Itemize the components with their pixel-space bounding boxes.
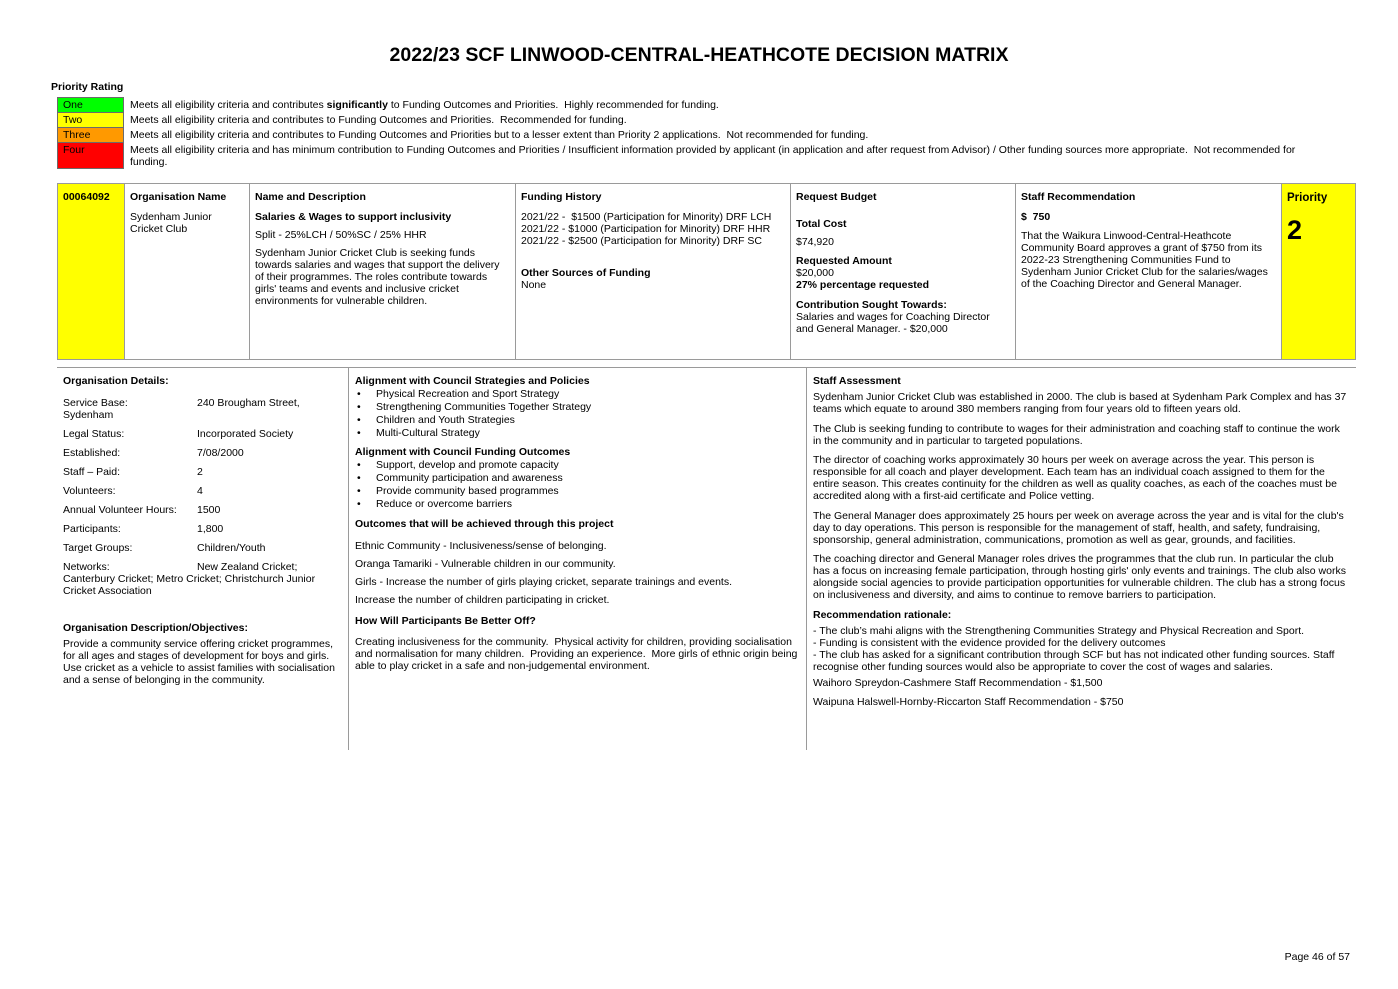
- project-split: Split - 25%LCH / 50%SC / 25% HHR: [255, 229, 427, 241]
- organisation-description: [63, 622, 341, 686]
- list-item-text: Strengthening Communities Together Strategy: [376, 401, 592, 413]
- request-budget-header: Request Budget: [796, 191, 877, 203]
- list-item: [355, 388, 798, 401]
- other-sources-label: Other Sources of Funding: [521, 267, 651, 279]
- priority-description: Meets all eligibility criteria and contributes to Funding Outcomes and Priorities but to a lesser extent than Priority 2 applications. Not recommended for funding.: [130, 128, 869, 141]
- organisation-name-cell: [125, 184, 250, 359]
- contribution-label: Contribution Sought Towards:: [796, 299, 947, 311]
- application-id-cell: [58, 184, 125, 359]
- bullet-icon: [357, 401, 361, 414]
- organisation-description-text: Provide a community service offering cricket programmes, for all ages and stages of development for boys and girls. Use cricket as a vehicle to assist families with socialisation and a sense of belonging in the community.: [63, 638, 335, 686]
- priority-level-one: [57, 97, 1317, 112]
- priority-swatch: [57, 97, 124, 112]
- total-cost-value: $74,920: [796, 236, 834, 248]
- page-title: 2022/23 SCF LINWOOD-CENTRAL-HEATHCOTE DECISION MATRIX: [389, 44, 1009, 66]
- staff-assessment-heading: Staff Assessment: [813, 375, 901, 387]
- priority-description-emphasis: significantly: [326, 98, 388, 111]
- funding-history-item: 2021/22 - $1000 (Participation for Minority) DRF HHR: [521, 223, 771, 235]
- detail-label: Volunteers:: [63, 485, 116, 497]
- bullet-icon: [357, 459, 361, 472]
- project-description: Sydenham Junior Cricket Club is seeking funds towards salaries and wages that support the delivery of their programmes. The roles contribute towards girls' teams and events and inclusive cricket environments for vulnerable children.: [255, 247, 500, 307]
- project-outcome: Ethnic Community - Inclusiveness/sense of belonging.: [355, 540, 607, 552]
- funding-history-list: [521, 211, 785, 247]
- assessment-paragraph: The General Manager does approximately 25 hours per week on average across the year and is vital for the club's day to day operations. This person is responsible for the management of staff, health, and safety, fundraising, sponsorship, general administration, communications, promotion as well as gear, grounds, and facilities.: [813, 509, 1344, 546]
- priority-level-two: [57, 112, 1317, 127]
- list-item: [355, 414, 798, 427]
- rationale-item: - Funding is consistent with the evidence provided for the delivery outcomes: [813, 636, 1166, 649]
- column-divider: [348, 367, 349, 750]
- recommended-amount: $ 750: [1021, 211, 1051, 223]
- project-outcome: Oranga Tamariki - Vulnerable children in our community.: [355, 558, 616, 570]
- detail-value: 7/08/2000: [197, 447, 244, 459]
- staff-recommendation-header: Staff Recommendation: [1021, 191, 1136, 203]
- organisation-name-header: Organisation Name: [130, 191, 227, 203]
- priority-label: One: [63, 98, 83, 111]
- request-budget-cell: [791, 184, 1016, 359]
- detail-legal-status: [63, 428, 323, 440]
- application-id: 00064092: [63, 191, 110, 203]
- detail-volunteer-hours: [63, 504, 323, 516]
- detail-target-groups: [63, 542, 323, 554]
- list-item-text: Reduce or overcome barriers: [376, 498, 512, 510]
- list-item-text: Multi-Cultural Strategy: [376, 427, 480, 439]
- organisation-details-heading: Organisation Details:: [63, 375, 169, 387]
- detail-value: 240 Brougham Street, Sydenham: [63, 397, 300, 421]
- bullet-icon: [357, 414, 361, 427]
- list-item-text: Support, develop and promote capacity: [376, 459, 559, 471]
- priority-rating-legend: [57, 97, 1317, 169]
- project-outcome: Girls - Increase the number of girls playing cricket, separate trainings and events.: [355, 576, 733, 588]
- contribution-value: Salaries and wages for Coaching Director and General Manager. - $20,000: [796, 311, 990, 335]
- organisation-details: [63, 375, 323, 604]
- detail-value: Children/Youth: [197, 542, 266, 554]
- priority-swatch: [57, 127, 124, 142]
- detail-value: New Zealand Cricket; Canterbury Cricket; Metro Cricket; Christchurch Junior Cricket Association: [63, 561, 316, 597]
- funding-outcomes-list: [355, 459, 798, 511]
- detail-label: Staff – Paid:: [63, 466, 121, 478]
- funding-history-cell: [516, 184, 791, 359]
- detail-staff-paid: [63, 466, 323, 478]
- priority-cell: [1282, 184, 1355, 359]
- list-item: [355, 401, 798, 414]
- bullet-icon: [357, 485, 361, 498]
- detail-established: [63, 447, 323, 459]
- detail-label: Networks:: [63, 561, 110, 573]
- priority-description: [130, 97, 1315, 112]
- list-item-text: Children and Youth Strategies: [376, 414, 515, 426]
- priority-header: Priority: [1287, 192, 1328, 204]
- total-cost-label: Total Cost: [796, 218, 847, 230]
- list-item: [355, 498, 798, 511]
- detail-service-base: [63, 397, 323, 421]
- detail-value: 1,800: [197, 523, 224, 535]
- bullet-icon: [357, 388, 361, 401]
- bullet-icon: [357, 498, 361, 511]
- list-item: [355, 485, 798, 498]
- column-divider: [806, 367, 807, 750]
- organisation-name: Sydenham Junior Cricket Club: [130, 211, 212, 235]
- priority-swatch: [57, 142, 124, 169]
- project-outcomes-heading: Outcomes that will be achieved through this project: [355, 518, 614, 530]
- other-board-recommendation: Waihoro Spreydon-Cashmere Staff Recommendation - $1,500: [813, 676, 1103, 689]
- better-off-heading: How Will Participants Be Better Off?: [355, 615, 536, 627]
- detail-value: 1500: [197, 504, 221, 516]
- detail-label: Target Groups:: [63, 542, 133, 554]
- strategies-list: [355, 388, 798, 440]
- project-cell: [250, 184, 516, 359]
- priority-swatch: [57, 112, 124, 127]
- detail-label: Established:: [63, 447, 121, 459]
- requested-amount-value: $20,000: [796, 267, 834, 279]
- rationale-item: - The club has asked for a significant contribution through SCF but has not indicated other funding sources. Staff recognise other funding sources would also be appropriate to cover the cost of wages and salaries.: [813, 648, 1335, 673]
- detail-label: Annual Volunteer Hours:: [63, 504, 177, 516]
- rationale-list: [813, 625, 1349, 673]
- assessment-paragraph: The Club is seeking funding to contribute to wages for their administration and coaching staff to continue the work in the community and in particular to targeted populations.: [813, 422, 1340, 447]
- priority-description-start: Meets all eligibility criteria and contributes: [130, 98, 327, 111]
- project-outcome: Increase the number of children participating in cricket.: [355, 594, 610, 606]
- priority-value: 2: [1287, 215, 1303, 245]
- funding-history-item: 2021/22 - $2500 (Participation for Minority) DRF SC: [521, 235, 763, 247]
- bullet-icon: [357, 472, 361, 485]
- detail-value: 4: [197, 485, 203, 497]
- priority-description: Meets all eligibility criteria and contributes to Funding Outcomes and Priorities. Recommended for funding.: [130, 113, 627, 126]
- strategies-heading: Alignment with Council Strategies and Policies: [355, 375, 590, 387]
- bullet-icon: [357, 427, 361, 440]
- staff-assessment: [813, 375, 1349, 716]
- list-item: [355, 472, 798, 485]
- priority-level-four: [57, 142, 1317, 169]
- priority-rating-heading: Priority Rating: [51, 81, 124, 93]
- detail-value: Incorporated Society: [197, 428, 294, 440]
- project-name: Salaries & Wages to support inclusivity: [255, 211, 452, 223]
- rationale-heading: Recommendation rationale:: [813, 608, 952, 621]
- staff-recommendation-cell: [1016, 184, 1282, 359]
- detail-volunteers: [63, 485, 323, 497]
- project-header: Name and Description: [255, 191, 366, 203]
- detail-participants: [63, 523, 323, 535]
- page-number: Page 46 of 57: [1284, 951, 1350, 963]
- application-summary-table: [57, 183, 1356, 360]
- list-item: [355, 427, 798, 440]
- list-item: [355, 459, 798, 472]
- assessment-paragraph: The coaching director and General Manager roles drives the programmes that the club run. In particular the club has a focus on increasing female participation, through hosting girls' only events and trainings. The club also works alongside social agencies to provide participation opportunities for vulnerable children. The club has a strong focus on inclusiveness and diversity, and aims to continue to remove barriers to participation.: [813, 553, 1346, 601]
- detail-label: Legal Status:: [63, 428, 125, 440]
- better-off-text: Creating inclusiveness for the community. Physical activity for children, providing socialisation and normalisation for many children. Providing an experience. More girls of ethnic origin being able to play cricket in a safe and non-judgemental environment.: [355, 636, 801, 672]
- list-item-text: Provide community based programmes: [376, 485, 559, 497]
- requested-amount-label: Requested Amount: [796, 255, 892, 267]
- staff-recommendation-text: That the Waikura Linwood-Central-Heathcote Community Board approves a grant of $750 from its 2022-23 Strengthening Communities Fund to Sydenham Junior Cricket Club for the salaries/wages of the Coaching Director and General Manager.: [1021, 230, 1268, 290]
- funding-outcomes-heading: Alignment with Council Funding Outcomes: [355, 446, 571, 458]
- priority-level-three: [57, 127, 1317, 142]
- rationale-item: - The club’s mahi aligns with the Strengthening Communities Strategy and Physical Recreation and Sport.: [813, 624, 1305, 637]
- assessment-paragraph: The director of coaching works approximately 30 hours per week on average across the year. This person is responsible for all coach and player development. Each team has an individual coach assigned to them for the entire season. This creates continuity for the children as well as quality coaches, as each of the coaches must be accredited along with a first-aid certificate and Police vetting.: [813, 454, 1337, 502]
- list-item-text: Community participation and awareness: [376, 472, 563, 484]
- detail-networks: [63, 561, 323, 597]
- organisation-description-heading: Organisation Description/Objectives:: [63, 622, 248, 634]
- priority-description-end: to Funding Outcomes and Priorities. Highly recommended for funding.: [387, 98, 719, 111]
- section-divider: [57, 367, 1356, 368]
- funding-history-header: Funding History: [521, 191, 602, 203]
- priority-label: Three: [63, 128, 91, 141]
- detail-label: Participants:: [63, 523, 121, 535]
- detail-value: 2: [197, 466, 203, 478]
- assessment-paragraph: Sydenham Junior Cricket Club was established in 2000. The club is based at Sydenham Park Complex and has 37 teams which equate to around 380 members ranging from four years old to fifteen years old.: [813, 391, 1347, 415]
- percentage-requested: 27% percentage requested: [796, 279, 930, 291]
- priority-label: Two: [63, 113, 83, 126]
- other-sources-value: None: [521, 279, 547, 291]
- priority-label: Four: [63, 143, 85, 156]
- priority-description: Meets all eligibility criteria and has minimum contribution to Funding Outcomes and Priorities / Insufficient information provided by applicant (in application and after request from Advisor) / Other funding sources more appropriate. Not recommended for funding.: [130, 143, 1299, 168]
- detail-label: Service Base:: [63, 397, 128, 409]
- other-board-recommendation: Waipuna Halswell-Hornby-Riccarton Staff Recommendation - $750: [813, 696, 1124, 708]
- funding-history-item: 2021/22 - $1500 (Participation for Minority) DRF LCH: [521, 211, 772, 223]
- project-alignment: [355, 375, 801, 672]
- list-item-text: Physical Recreation and Sport Strategy: [376, 388, 560, 400]
